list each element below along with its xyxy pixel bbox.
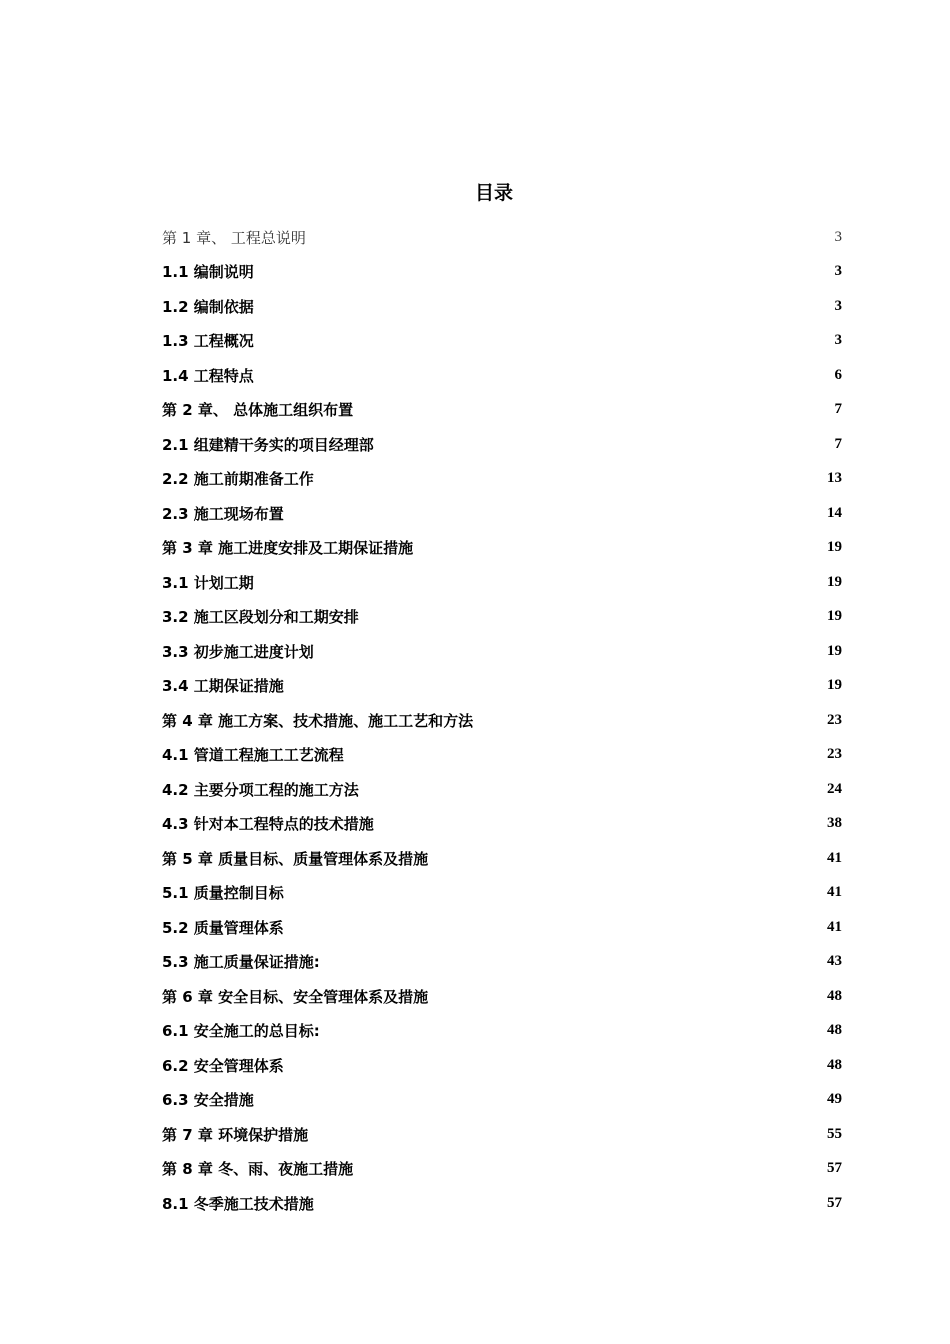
toc-entry[interactable] [162, 289, 842, 324]
toc-title: 目录 [474, 182, 513, 204]
toc-entry[interactable] [162, 703, 842, 738]
toc-entry-page-number: 48 [827, 1022, 842, 1039]
toc-entry-label: 4.1 管道工程施工工艺流程 [162, 746, 344, 765]
toc-entry[interactable] [162, 427, 842, 462]
toc-entry-page-number: 41 [827, 884, 842, 901]
toc-entry[interactable] [162, 738, 842, 773]
toc-entry[interactable] [162, 600, 842, 635]
toc-entry-page-number: 57 [827, 1194, 842, 1211]
toc-entry-label: 第 1 章、 工程总说明 [162, 228, 306, 247]
toc-entry[interactable] [162, 1152, 842, 1187]
toc-entry-page-number: 48 [827, 987, 842, 1004]
toc-entry-label: 第 5 章 质量目标、质量管理体系及措施 [162, 849, 429, 868]
toc-entry-page-number: 3 [834, 228, 842, 245]
toc-entry-page-number: 19 [827, 677, 842, 694]
toc-entry-label: 6.2 安全管理体系 [162, 1056, 284, 1075]
toc-entry-page-number: 55 [827, 1125, 842, 1142]
toc-entry-page-number: 19 [827, 608, 842, 625]
toc-entry-page-number: 3 [834, 332, 842, 349]
toc-entry[interactable] [162, 979, 842, 1014]
toc-entry[interactable] [162, 910, 842, 945]
toc-entry[interactable] [162, 565, 842, 600]
toc-entry-label: 第 3 章 施工进度安排及工期保证措施 [162, 539, 414, 558]
toc-entry-label: 2.3 施工现场布置 [162, 504, 284, 523]
toc-entry-label: 第 2 章、 总体施工组织布置 [162, 401, 354, 420]
toc-entry[interactable] [162, 1186, 842, 1221]
toc-entry[interactable] [162, 945, 842, 980]
toc-entry-label: 2.1 组建精干务实的项目经理部 [162, 435, 374, 454]
toc-entry[interactable] [162, 634, 842, 669]
toc-entry[interactable] [162, 324, 842, 359]
toc-entry[interactable] [162, 841, 842, 876]
toc-entry-label: 5.2 质量管理体系 [162, 918, 284, 937]
toc-entry-label: 第 8 章 冬、雨、夜施工措施 [162, 1160, 354, 1179]
toc-entry[interactable] [162, 772, 842, 807]
toc-entry-label: 第 4 章 施工方案、技术措施、施工工艺和方法 [162, 711, 474, 730]
toc-entry[interactable] [162, 1083, 842, 1118]
toc-entry-label: 6.1 安全施工的总目标: [162, 1022, 320, 1041]
toc-entry-label: 1.1 编制说明 [162, 263, 254, 282]
toc-entry[interactable] [162, 531, 842, 566]
toc-entry-page-number: 13 [827, 470, 842, 487]
toc-entry[interactable] [162, 669, 842, 704]
toc-entry-label: 4.2 主要分项工程的施工方法 [162, 780, 359, 799]
toc-entry-label: 第 6 章 安全目标、安全管理体系及措施 [162, 987, 429, 1006]
toc-entry-label: 4.3 针对本工程特点的技术措施 [162, 815, 374, 834]
toc-entry[interactable] [162, 393, 842, 428]
toc-entry-page-number: 48 [827, 1056, 842, 1073]
toc-entry[interactable] [162, 220, 842, 255]
toc-entry-page-number: 19 [827, 642, 842, 659]
toc-entry-label: 5.3 施工质量保证措施: [162, 953, 320, 972]
toc-entry-label: 1.3 工程概况 [162, 332, 254, 351]
toc-entry-label: 1.4 工程特点 [162, 366, 254, 385]
toc-entry-label: 第 7 章 环境保护措施 [162, 1125, 309, 1144]
toc-entry-page-number: 24 [827, 780, 842, 797]
toc-entry-page-number: 43 [827, 953, 842, 970]
toc-entry-page-number: 41 [827, 849, 842, 866]
toc-entry-label: 6.3 安全措施 [162, 1091, 254, 1110]
toc-entry-page-number: 7 [834, 401, 842, 418]
toc-entry[interactable] [162, 255, 842, 290]
toc-entry[interactable] [162, 358, 842, 393]
toc-entry[interactable] [162, 1117, 842, 1152]
toc-entry-label: 5.1 质量控制目标 [162, 884, 284, 903]
toc-entry-page-number: 3 [834, 263, 842, 280]
toc-entry-label: 3.2 施工区段划分和工期安排 [162, 608, 359, 627]
toc-entry[interactable] [162, 1014, 842, 1049]
toc-entry-label: 3.1 计划工期 [162, 573, 254, 592]
toc-entry[interactable] [162, 876, 842, 911]
toc-entry-page-number: 7 [834, 435, 842, 452]
toc-entry-page-number: 6 [834, 366, 842, 383]
toc-entry[interactable] [162, 462, 842, 497]
toc-entry-page-number: 57 [827, 1160, 842, 1177]
toc-entry[interactable] [162, 496, 842, 531]
toc-entry-page-number: 3 [834, 297, 842, 314]
toc-entry-page-number: 14 [827, 504, 842, 521]
toc-entry-label: 3.3 初步施工进度计划 [162, 642, 314, 661]
toc-entry-page-number: 41 [827, 918, 842, 935]
toc-entry[interactable] [162, 807, 842, 842]
toc-entry-label: 1.2 编制依据 [162, 297, 254, 316]
toc-entry-page-number: 19 [827, 539, 842, 556]
toc-list [162, 220, 842, 1221]
toc-entry-label: 8.1 冬季施工技术措施 [162, 1194, 314, 1213]
toc-entry-page-number: 49 [827, 1091, 842, 1108]
toc-entry-label: 3.4 工期保证措施 [162, 677, 284, 696]
toc-entry-page-number: 23 [827, 711, 842, 728]
toc-entry-label: 2.2 施工前期准备工作 [162, 470, 314, 489]
toc-entry-page-number: 19 [827, 573, 842, 590]
toc-entry[interactable] [162, 1048, 842, 1083]
toc-entry-page-number: 23 [827, 746, 842, 763]
toc-entry-page-number: 38 [827, 815, 842, 832]
